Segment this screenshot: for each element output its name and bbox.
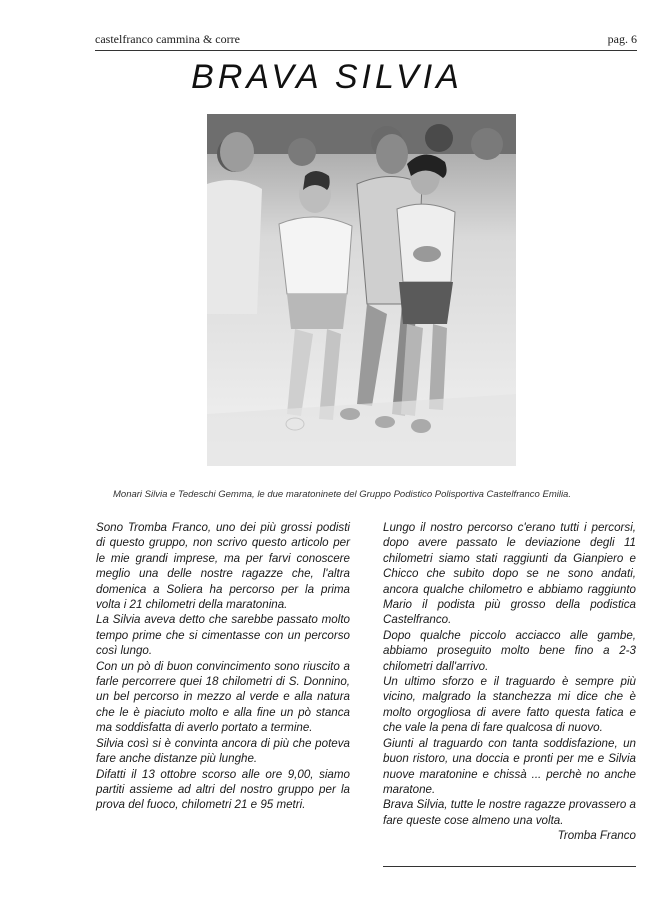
paragraph: La Silvia aveva detto che sarebbe passato molto tempo prime che si cimentasse con un percorso così lungo. (96, 613, 350, 658)
paragraph: Silvia così si è convinta ancora di più che poteva fare anche distanze più lunghe. (96, 736, 350, 766)
end-rule (383, 866, 636, 867)
paragraph: Sono Tromba Franco, uno dei più grossi podisti di questo gruppo, non scrivo questo articolo per le mie grandi imprese, ma per farvi conoscere meglio una delle nostre ragazze che, l'altra domenica a Soliera ha percorso per la prima volta i 21 chilometri della maratonina. (96, 521, 350, 612)
paragraph: Difatti il 13 ottobre scorso alle ore 9,00, siamo partiti assieme ad altri del nostro gruppo per la prova del fuoco, chilometri 21 e 95 metri. (96, 767, 350, 812)
paragraph: Con un pò di buon convincimento sono riuscito a farle percorrere quei 18 chilometri di S. Donnino, un bel percorso in mezzo al verde e alla natura che le è piaciuto molto e alla fine un pò stanca ma soddisfatta di averlo portato a termine. (96, 659, 350, 735)
paragraph: Giunti al traguardo con tanta soddisfazione, un buon ristoro, una doccia e pronti per me e Silvia nuove maratonine e chissà ... perchè no anche maratone. (383, 736, 636, 796)
publication-name: castelfranco cammina & corre (95, 32, 240, 46)
page-number: pag. 6 (607, 32, 637, 46)
paragraph: Brava Silvia, tutte le nostre ragazze provassero a fare queste cose almeno una volta. (383, 798, 636, 827)
article-title: BRAVA SILVIA (191, 58, 463, 96)
author-signature: Tromba Franco (557, 829, 636, 843)
page-header (95, 30, 637, 51)
paragraph: Un ultimo sforzo e il traguardo è sempre più vicino, malgrado la stanchezza mi dice che è molto orgogliosa di avere fatto questa fatica e che vale la pena di fare qualcosa di nuovo. (383, 675, 636, 735)
paragraph: Lungo il nostro percorso c'erano tutti i percorsi, dopo avere passato le deviazione degli 11 chilometri siamo stati raggiunti da Gianpiero e Chicco che subito dopo se ne sono andati, ancora qualche chilometro e abbiamo raggiunto Mario il podista più grosso della podistica Castelfranco. (383, 521, 636, 627)
runners-photo (207, 114, 516, 466)
article-right-column (383, 520, 636, 844)
article-left-column (96, 520, 350, 813)
photo-caption: Monari Silvia e Tedeschi Gemma, le due maratoninete del Gruppo Podistico Polisportiva Castelfranco Emilia. (113, 489, 571, 500)
paragraph: Dopo qualche piccolo acciacco alle gambe, abbiamo proseguito molto bene fino a 2-3 chilometri dall'arrivo. (383, 628, 636, 673)
